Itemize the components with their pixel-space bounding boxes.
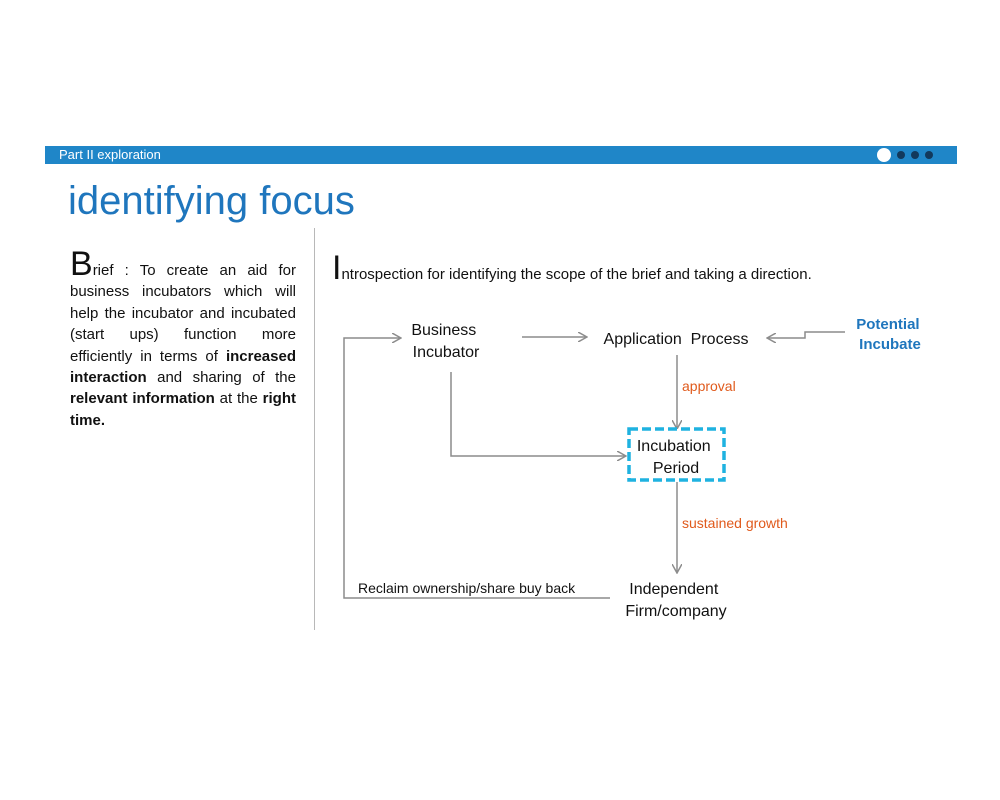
approval-label: approval [682, 378, 736, 394]
progress-dot [897, 151, 905, 159]
brief-bold-interaction: increased interaction [70, 347, 296, 387]
brief-paragraph [70, 245, 296, 431]
brief-text: and sharing of the [146, 369, 296, 387]
sustained-growth-label: sustained growth [682, 515, 788, 531]
brief-text: rief : To create an aid for business incubators which will help the incubator and incubated (start ups) function more efficiently in terms of [70, 262, 296, 365]
section-label: Part II exploration [59, 147, 161, 162]
brief-text: at the [214, 390, 263, 408]
section-header-bar [45, 146, 957, 164]
arrow-potential-to-application [768, 332, 845, 338]
independent-firm-label: Independent Firm/company [625, 581, 727, 620]
progress-dot [911, 151, 919, 159]
intro-initial: I [332, 249, 342, 287]
incubation-flow-diagram [320, 300, 960, 640]
progress-dot-current [877, 148, 891, 162]
reclaim-ownership-label: Reclaim ownership/share buy back [358, 580, 576, 596]
brief-bold-time: right time. [70, 390, 296, 429]
progress-dot [925, 151, 933, 159]
brief-initial: B [70, 245, 93, 283]
brief-bold-information: relevant information [70, 390, 215, 408]
intro-sentence [332, 249, 812, 287]
potential-incubate-label: Potential Incubate [856, 316, 921, 353]
page-title: identifying focus [68, 179, 355, 223]
incubation-period-label: Incubation Period [636, 438, 711, 477]
arrow-incubator-to-incubation [451, 372, 625, 456]
vertical-divider [314, 228, 315, 630]
slide-progress-dots [877, 148, 933, 162]
arrow-reclaim-loop [344, 338, 610, 598]
application-process-label: Application Process [603, 331, 749, 348]
intro-text: ntrospection for identifying the scope of the brief and taking a direction. [341, 266, 812, 283]
business-incubator-label: Business Incubator [411, 322, 480, 361]
